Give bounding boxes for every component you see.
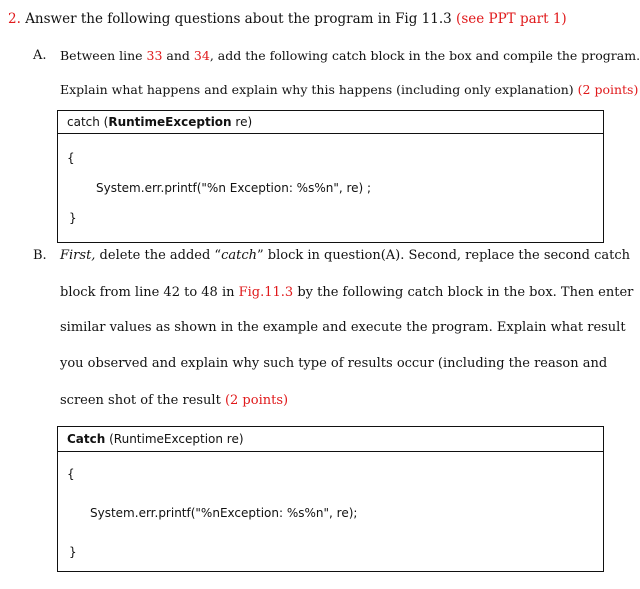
part-a-text: , add the following catch block in the box and compile the program. — [209, 48, 640, 63]
part-b-label: B. — [33, 248, 47, 263]
part-b-text: block from line 42 to 48 in — [60, 285, 239, 300]
part-b-text: ” block in question(A). Second, replace the second catch — [257, 248, 631, 263]
part-b-line-5 — [60, 393, 288, 408]
code-box-a-header — [58, 111, 603, 134]
part-a-label: A. — [33, 48, 47, 63]
code-box-a — [57, 110, 604, 243]
question-heading — [8, 11, 567, 27]
code-var: re) — [231, 115, 253, 129]
code-keyword: catch ( — [67, 115, 109, 129]
part-b-line-4: you observed and explain why such type of results occur (including the reason and — [60, 356, 608, 371]
code-box-b-header — [58, 427, 603, 452]
line-number-34: 34 — [193, 48, 210, 63]
code-a-signature — [67, 115, 252, 129]
part-a-text: Between line — [60, 48, 147, 63]
question-text: Answer the following questions about the program in Fig 11.3 — [25, 11, 457, 27]
part-b-line-2 — [60, 285, 633, 300]
code-type: RuntimeException — [108, 115, 232, 129]
question-ref: (see PPT part 1) — [456, 11, 567, 27]
code-a-close-brace: } — [69, 211, 77, 225]
code-b-signature — [67, 432, 244, 446]
part-a-text: and — [162, 48, 194, 63]
part-b-catch: catch — [221, 248, 258, 263]
part-b-points: (2 points) — [224, 393, 289, 408]
code-a-open-brace: { — [67, 151, 75, 165]
code-keyword: Catch — [67, 432, 106, 446]
part-b-text: by the following catch block in the box. Then enter — [293, 285, 634, 300]
line-number-33: 33 — [146, 48, 163, 63]
code-box-b — [57, 426, 604, 572]
code-b-open-brace: { — [67, 467, 75, 481]
code-a-statement: System.err.printf("%n Exception: %s%n", re) ; — [96, 181, 372, 195]
part-b-first: First, — [60, 248, 96, 263]
part-b-fig-ref: Fig.11.3 — [238, 285, 294, 300]
part-b-text: delete the added “ — [95, 248, 222, 263]
part-a-line-2 — [60, 82, 638, 97]
part-a-text: Explain what happens and explain why this happens (including only explanation) — [60, 82, 578, 97]
code-b-close-brace: } — [69, 545, 77, 559]
code-type: (RuntimeException re) — [105, 432, 244, 446]
part-b-line-1 — [60, 248, 630, 263]
part-b-text: screen shot of the result — [60, 393, 225, 408]
code-b-statement: System.err.printf("%nException: %s%n", re); — [90, 506, 358, 520]
question-number: 2. — [8, 11, 21, 27]
part-a-points: (2 points) — [577, 82, 639, 97]
part-a-line-1 — [60, 48, 640, 63]
part-b-line-3: similar values as shown in the example and execute the program. Explain what result — [60, 320, 626, 335]
